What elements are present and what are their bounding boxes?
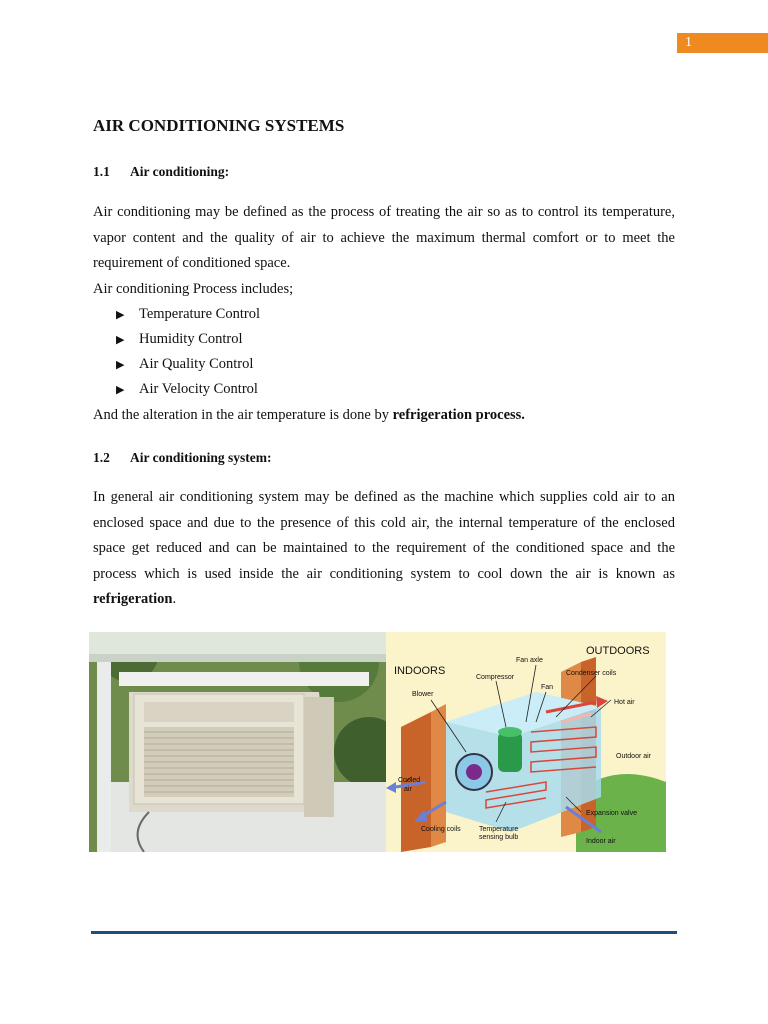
section-1-number: 1.1 bbox=[93, 164, 110, 179]
list-item: ▶ Temperature Control bbox=[93, 303, 260, 328]
process-intro: Air conditioning Process includes; bbox=[93, 281, 294, 297]
label-temperature: Temperature bbox=[479, 826, 519, 833]
list-item: ▶ Humidity Control bbox=[93, 328, 260, 353]
page-number-tab bbox=[677, 33, 768, 53]
bullet-arrow-icon: ▶ bbox=[116, 384, 125, 396]
label-hot-air: Hot air bbox=[614, 699, 635, 706]
section-1-title: Air conditioning: bbox=[130, 164, 230, 179]
closing-sentence: And the alteration in the air temperature is done by refrigeration process. bbox=[93, 407, 525, 423]
label-outdoors: OUTDOORS bbox=[586, 645, 650, 657]
footer-rule bbox=[91, 931, 677, 934]
label-indoors: INDOORS bbox=[394, 665, 446, 677]
ac-system-diagram bbox=[386, 632, 666, 852]
process-list bbox=[93, 303, 260, 403]
page-title: AIR CONDITIONING SYSTEMS bbox=[93, 116, 345, 135]
label-cooled-air-1: Cooled bbox=[398, 777, 421, 784]
section-2-paragraph: In general air conditioning system may be defined as the machine which supplies cold air to an enclosed space and due to the presence of this cold air, the internal temperature of the enclosed space get reduced and can be maintained to the requirement of the conditioned space and the process which is used inside the air conditioning system to cool down the air is known as refrigeration. bbox=[93, 489, 675, 607]
label-fan: Fan bbox=[541, 684, 554, 691]
section-2-number: 1.2 bbox=[93, 450, 110, 465]
bullet-arrow-icon: ▶ bbox=[116, 359, 125, 371]
label-compressor: Compressor bbox=[476, 674, 515, 681]
label-cooling-coils: Cooling coils bbox=[421, 826, 461, 833]
label-expansion-valve: Expansion valve bbox=[586, 810, 637, 817]
section-2-title: Air conditioning system: bbox=[130, 450, 272, 465]
label-cooled-air-2: air bbox=[404, 786, 412, 793]
refrigeration-process-bold: refrigeration process. bbox=[392, 407, 525, 423]
label-indoor-air: Indoor air bbox=[586, 838, 616, 845]
label-outdoor-air: Outdoor air bbox=[616, 753, 652, 760]
page-number: 1 bbox=[685, 35, 692, 50]
window-ac-photo bbox=[89, 632, 386, 852]
label-fan-axle: Fan axle bbox=[516, 657, 543, 664]
bullet-arrow-icon: ▶ bbox=[116, 309, 125, 321]
section-2-heading bbox=[93, 450, 272, 466]
label-sensing-bulb: sensing bulb bbox=[479, 834, 519, 841]
list-item: ▶ Air Quality Control bbox=[93, 353, 260, 378]
list-item: ▶ Air Velocity Control bbox=[93, 378, 260, 403]
section-1-heading bbox=[93, 164, 229, 180]
label-condenser-coils: Condenser coils bbox=[566, 670, 617, 677]
label-blower: Blower bbox=[412, 691, 434, 698]
bullet-arrow-icon: ▶ bbox=[116, 334, 125, 346]
refrigeration-bold: refrigeration bbox=[93, 591, 173, 607]
section-1-paragraph: Air conditioning may be defined as the process of treating the air so as to control its temperature, vapor content and the quality of air to achieve the maximum thermal comfort or to meet the requirement of conditioned space. bbox=[93, 204, 675, 271]
